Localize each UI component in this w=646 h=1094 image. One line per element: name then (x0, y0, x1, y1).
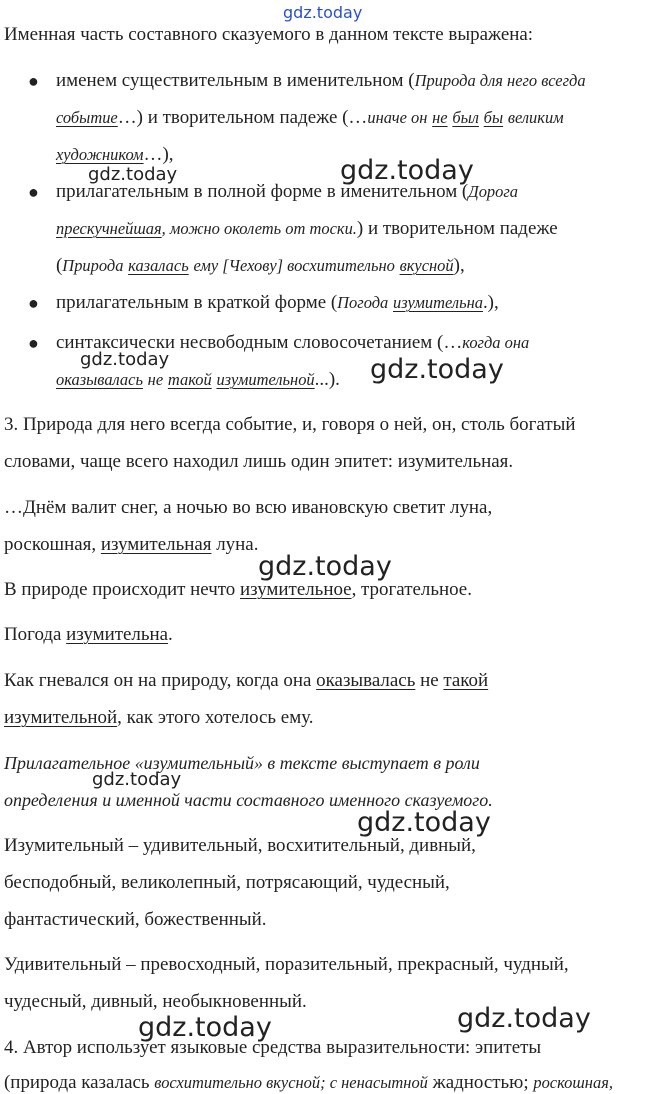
bullet-2-line-1: прилагательным в полной форме в именительном (Дорога (56, 181, 519, 202)
bullet-3-line-1: прилагательным в краткой форме (Погода изумительна.), (56, 292, 499, 313)
paragraph-7-line-2: изумительной, как этого хотелось ему. (4, 707, 314, 728)
paragraph-9-line-2: бесподобный, великолепный, потрясающий, чудесный, (4, 872, 450, 893)
paragraph-4-line-1: …Днём валит снег, а ночью во всю ивановскую светит луна, (4, 497, 493, 518)
paragraph-3-line-2: словами, чаще всего находил лишь один эпитет: изумительная. (4, 451, 514, 472)
paragraph-3-line-1: 3. Природа для него всегда событие, и, говоря о ней, он, столь богатый (4, 414, 576, 435)
watermark: gdz.today (92, 769, 182, 790)
watermark: gdz.today (80, 349, 170, 370)
bullet-dot: ● (28, 333, 39, 353)
watermark: gdz.today (457, 1003, 591, 1034)
intro-paragraph: Именная часть составного сказуемого в данном тексте выражена: (4, 24, 534, 45)
paragraph-8-line-2: определения и именной части составного именного сказуемого. (4, 790, 493, 810)
paragraph-11-line-1: 4. Автор использует языковые средства выразительности: эпитеты (4, 1037, 542, 1058)
watermark-top: gdz.today (283, 3, 363, 22)
paragraph-11-line-2: (природа казалась восхитительно вкусной; с ненасытной жадностью; роскошная, (4, 1072, 613, 1093)
bullet-4-line-1: синтаксически несвободным словосочетанием (…когда она (56, 332, 530, 353)
bullet-1-line-2: событие…) и творительном падеже (…иначе он не был бы великим (56, 107, 564, 128)
paragraph-8-line-1: Прилагательное «изумительный» в тексте выступает в роли (4, 753, 480, 773)
watermark: gdz.today (370, 354, 504, 385)
paragraph-10-line-2: чудесный, дивный, необыкновенный. (4, 991, 307, 1012)
bullet-2-line-2: прескучнейшая, можно околеть от тоски.) и творительном падеже (56, 218, 558, 239)
bullet-1-line-3: художником…), (56, 144, 174, 165)
bullet-1-line-1: именем существительным в именительном (Природа для него всегда (56, 70, 586, 91)
watermark: gdz.today (88, 164, 178, 185)
watermark: gdz.today (340, 155, 474, 186)
bullet-dot: ● (28, 71, 39, 91)
paragraph-4-line-2: роскошная, изумительная луна. (4, 534, 259, 555)
paragraph-9-line-3: фантастический, божественный. (4, 909, 267, 930)
paragraph-9-line-1: Изумительный – удивительный, восхитительный, дивный, (4, 835, 476, 856)
bullet-dot: ● (28, 293, 39, 313)
watermark: gdz.today (357, 807, 491, 838)
paragraph-6: Погода изумительна. (4, 624, 173, 645)
watermark: gdz.today (138, 1012, 272, 1043)
bullet-2-line-3: (Природа казалась ему [Чехову] восхитительно вкусной), (56, 255, 465, 276)
paragraph-7-line-1: Как гневался он на природу, когда она оказывалась не такой (4, 670, 489, 691)
paragraph-10-line-1: Удивительный – превосходный, поразительный, прекрасный, чудный, (4, 954, 569, 975)
paragraph-5: В природе происходит нечто изумительное, трогательное. (4, 579, 472, 600)
watermark: gdz.today (258, 551, 392, 582)
bullet-4-line-2: оказывалась не такой изумительной...). (56, 369, 340, 390)
bullet-dot: ● (28, 182, 39, 202)
